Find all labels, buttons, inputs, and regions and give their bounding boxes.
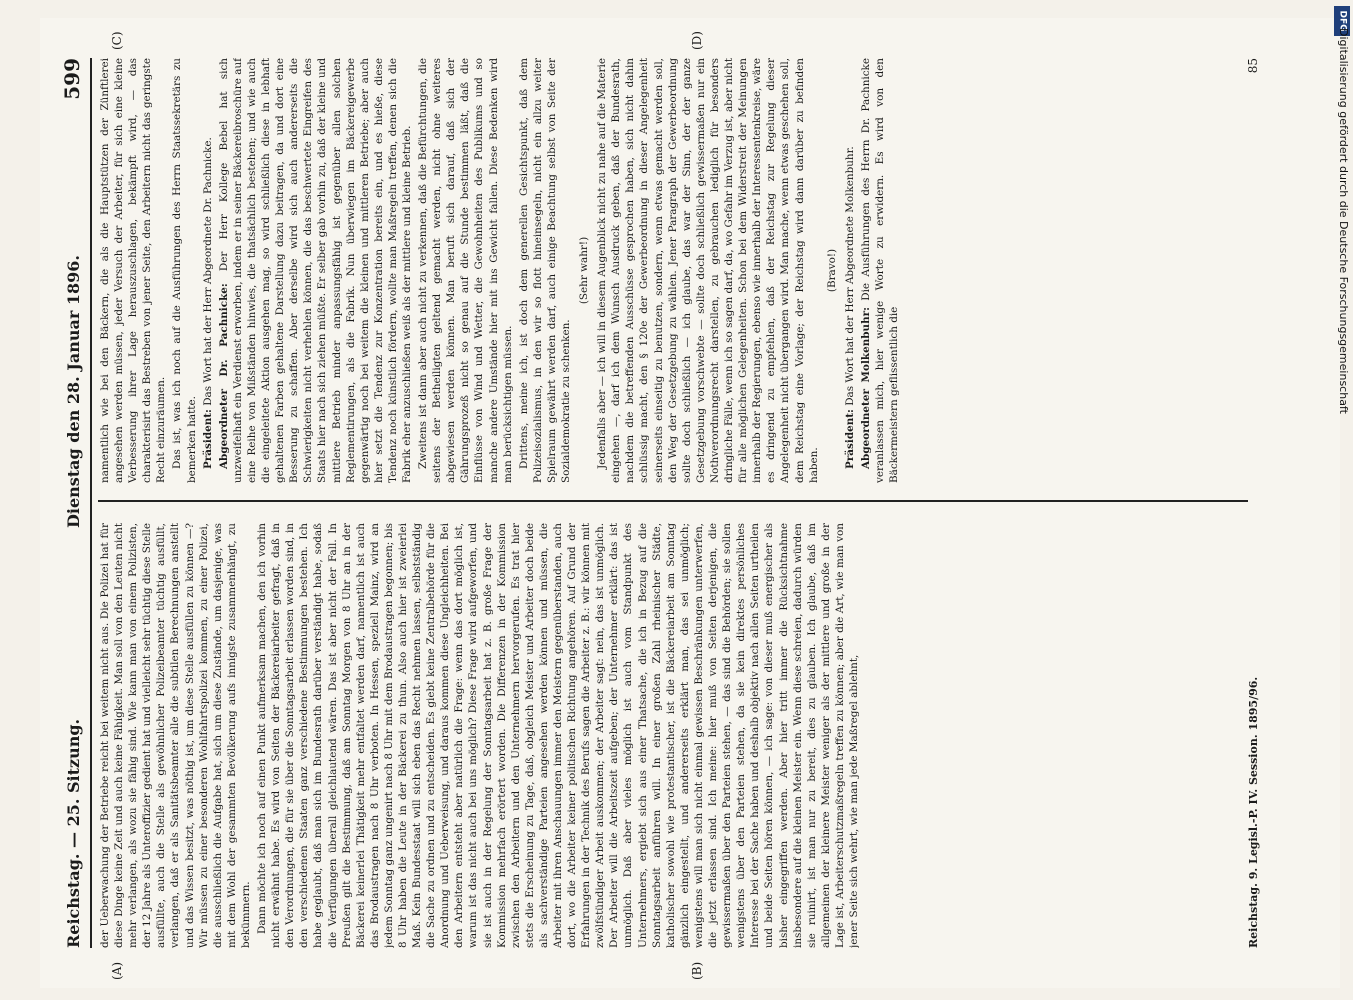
page-header: [58, 58, 88, 948]
interjection-2: (Bravo!): [825, 248, 838, 293]
president-text-1: Das Wort hat der Herr Abgeordnete Dr. Pachnicke.: [201, 137, 214, 406]
left-paragraph-2: Dann möchte ich noch auf einen Punkt aufmerksam machen, den ich vorhin nicht erwähnt habe. Es wird von Seiten der Bäckereiarbeiter gefragt, daß in den Verordnungen, die für sie über die Sonntagsarbeit erlassen worden sind, in den verschiedenen Staaten ganz verschiedene Bestimmungen bestehen. Ich habe geglaubt, daß man sich im Bundesrath darüber verständigt habe, sodaß die Verfügungen überall gleichlautend wären. Das ist aber nicht der Fall. In Preußen gilt die Bestimmung, daß am Sonntag Morgen von 8 Uhr an in der Bäckerei keinerlei Thätigkeit mehr entfaltet werden darf, namentlich ist auch das Brodaustragen nach 8 Uhr verboten. In Hessen, speziell Mainz, wird an jedem Sonntag ganz ungenirt nach 8 Uhr mit dem Brodaustragen begonnen; bis 8 Uhr haben die Leute in der Bäckerei zu thun. Also auch hier ist zweierlei Maß. Kein Bundesstaat will sich eben das Recht nehmen lassen, selbstständig die Sache zu ordnen und zu entscheiden. Es giebt keine Zentralbehörde für die Anordnung und Ueberweisung, und daraus kommen diese Ungleichheiten. Bei den Arbeitern entsteht aber natürlich die Frage: wenn das dort möglich ist, warum ist das nicht auch bei uns möglich? Diese Frage wird aufgeworfen, und sie ist auch in der Regelung der Sonntagsarbeit hat z. B. große Frage der Kommission mehrfach erörtert worden. Die Differenzen in der Kommission zwischen den Arbeitern und den Unternehmern hervorgerufen. Es trat hier stets die Erscheinung zu Tage, daß, obgleich Meister und Arbeiter doch beide als sachverständige Parteien angesehen werden können und müssen, die Arbeiter mit ihren Anschauungen immer den Meistern gegenüberstanden, auch dort, wo die Arbeiter keiner politischen Richtung angehören. Auf Grund der Erfahrungen in der Technik des Berufs sagen die Arbeiter z. B.: wir können mit zwölfstündiger Arbeit auskommen; der Arbeiter sagt: nein, das ist unmöglich. Der Arbeiter will die Arbeitszeit aufgeben; der Unternehmer erklärt: das ist unmöglich. Daß aber vieles möglich ist auch vom Standpunkt des Unternehmers, ergiebt sich aus einer Thatsache, die ich in Bezug auf die Sonntagsarbeit anführen will. In einer großen Zahl rheinischer Städte, katholischer sowohl wie protestantischer, ist die Bäckereiarbeit am Sonntag gänzlich eingestellt, und andererseits erklärt man, das sei unmöglich; wenigstens will man sich nicht einmal gewissen Beschränkungen unterwerfen, die jetzt erlassen sind. Ich meine: hier muß von Seiten derjenigen, die gewissermaßen über den Parteien stehen, — das sind die Behörden; sie sollen wenigstens über den Parteien stehen, da sie kein direktes persönliches Interesse bei der Sache haben und deshalb objektiv nach allen Seiten urtheilen und beide Seiten hören können, — ich sage: von dieser muß energischer als bisher eingegriffen werden. Aber hier tritt immer die Rücksichtnahme insbesondere auf die kleinen Meister ein. Wenn diese schreien, dadurch würden sie ruinirt, ist man nur zu bereit, dies zu glauben. Ich glaube, daß im allgemeinen der kleinere Meister weniger als der mittlere und große in der Lage ist, Arbeiterschutzmaßregeln treffen zu können; aber die Art, wie man von jener Seite sich wehrt, wie man jede Maßregel ablehnt,: [256, 523, 860, 948]
footer-signature: 85: [1246, 58, 1260, 74]
column-divider: [98, 500, 1248, 502]
president-label-1: Präsident:: [201, 409, 214, 469]
speech-pachnicke-p2: Zweitens ist dann aber auch nicht zu verkennen, daß die Befürchtungen, die seitens der Betheiligten geltend gemacht werden, nicht ohne weiteres abgewiesen werden können. Man beruft sich darauf, daß sich der Gährungsprozeß nicht so genau auf die Stunde bestimmen läßt, daß die Einflüsse von Wind und Wetter, die Gewohnheiten des Publikums und so manche andere Umstände hier mit ins Gewicht fallen. Diese Bedenken wird man berücksichtigen müssen.: [417, 58, 514, 483]
right-paragraph-1: namentlich wie bei den Bäckern, die als die Hauptstützen der Zünftlerei angesehen werden müssen, jeder Versuch der Arbeiter, für sich eine kleine Verbesserung ihrer Lage herauszuschlagen, bekämpft wird, — das charakterisirt das Bestreben von jener Seite, den Arbeitern nicht das geringste Recht einzuräumen.: [99, 58, 168, 483]
speech-molkenbuhr: [859, 58, 901, 483]
header-date: Dienstag den 28. Januar 1896.: [64, 255, 83, 528]
margin-mark-c: (C): [110, 31, 124, 50]
speaker-molkenbuhr: Abgeordneter Molkenbuhr:: [859, 307, 872, 469]
digitization-credit: [1332, 28, 1350, 788]
left-column: [98, 523, 1248, 948]
speech-molkenbuhr-text: Die Ausführungen des Herrn Dr. Pachnicke veranlassen mich, hier wenige Worte zu erwidern. Es wird von den Bäckermeistern geflissentlich die: [859, 58, 901, 483]
scanned-page: [40, 18, 1340, 988]
header-rule: [90, 58, 92, 948]
dfg-logo-text: DFG: [1337, 10, 1348, 32]
header-left: Reichstag. — 25. Sitzung.: [64, 718, 83, 948]
president-text-2: Das Wort hat der Herr Abgeordnete Molkenbuhr.: [843, 146, 856, 406]
page-number: 599: [60, 58, 84, 100]
president-remark-1: [201, 58, 215, 483]
footer-left: Reichstag. 9. Legisl.-P. IV. Session. 1895/96.: [1247, 676, 1260, 948]
speech-pachnicke-text: Der Herr Kollege Bebel hat sich unzweifelhaft ein Verdienst erworben, indem er in seiner Bäckereibroschüre auf eine Reihe von Mißständen hinwies, die thatsächlich bestehen; und wie auch die eingeleitete Aktion ausgehen mag, so wird schließlich diese in lebhaft gehaltenen Farben gehaltene Darstellung dazu beitragen, da und dort eine Besserung zu schaffen. Aber derselbe wird sich auch andererseits die Schwierigkeiten nicht verhehlen können, die das beschwertete Eingreifen des Staats hier nach sich ziehen müßte. Er selber gab vorhin zu, daß der kleine und mittlere Betrieb minder anpassungsfähig ist gegenüber allen solchen Reglementirungen, als die Fabrik. Nun überwiegen im Bäckereigewerbe gegenwärtig noch bei weitem die kleinen und mittleren Betriebe; aber auch hier setzt die Tendenz zur Konzentration bereits ein, und es hieße, diese Tendenz noch künstlich fördern, wollte man Maßregeln treffen, denen sich die Fabrik eher anzuschließen weiß als der mittlere und kleine Betrieb.: [217, 58, 413, 483]
president-remark-2: [843, 58, 857, 483]
margin-mark-a: (A): [110, 961, 124, 980]
margin-mark-d: (D): [690, 31, 704, 50]
speech-pachnicke: [217, 58, 414, 483]
speaker-pachnicke: Abgeordneter Dr. Pachnicke:: [217, 283, 230, 469]
right-column: [98, 58, 1248, 483]
speech-pachnicke-p3: Drittens, meine ich, ist doch dem generellen Gesichtspunkt, daß dem Polizeisozialismus, in den wir so flott hineinsegeln, nicht ein allzu weiter Spielraum gewährt werden darf, auch einige Beachtung selbst von Seite der Sozialdemokratie zu schenken.: [517, 58, 572, 483]
credit-text: Digitalisierung gefördert durch die Deutsche Forschungsgemeinschaft: [1337, 28, 1350, 414]
right-paragraph-2: Das ist, was ich noch auf die Ausführungen des Herrn Staatssekretärs zu bemerken hatte.: [171, 58, 198, 483]
rotated-page-content: [50, 18, 1280, 988]
left-paragraph-1: der Ueberwachung der Betriebe reicht bei weitem nicht aus. Die Polizei hat für diese Dinge keine Zeit und auch keine Fähigkeit. Man soll von den Leuten nicht mehr verlangen, als wozu sie fähig sind. Wie kann man von einem Polizisten, der 12 Jahre als Unteroffizier gedient hat und vielleicht sehr tüchtig diese Stelle ausfüllte, auch die Stelle als gewöhnlicher Polizeibeamter tüchtig ausfüllt, verlangen, daß er als Sanitätsbeamter alle die subtilen Berechnungen anstellt und das Wissen besitzt, was nöthig ist, um diese Stelle ausfüllen zu können —? Wir müssen zu einer besonderen Wohlfahrtspolizei kommen, zu einer Polizei, die ausschließlich die Aufgabe hat, sich um diese Zustände, um dasjenige, was mit dem Wohl der gesammten Bevölkerung aufs innigste zusammenhängt, zu bekümmern.: [99, 523, 252, 948]
interjection-1: (Sehr wahr!): [578, 236, 591, 305]
margin-mark-b: (B): [690, 961, 704, 980]
president-label-2: Präsident:: [843, 409, 856, 469]
speech-pachnicke-p4: Jedenfalls aber — ich will in diesem Augenblick nicht zu nahe auf die Materie eingehen —, darf ich dem Wunsch Ausdruck geben, daß der Bundesrath, nachdem die betreffenden Ausschüsse gesprochen haben, sich nicht dahin schlüssig macht, den § 120e der Gewerbeordnung in dieser Angelegenheit seinerseits einseitig zu benutzen, sondern, wenn etwas gemacht werden soll, den Weg der Gesetzgebung zu wählen. Jener Paragraph der Gewerbeordnung sollte doch schließlich — ich glaube, das war der Sinn, der der ganze Gesetzgebung vorschwebte — sollte doch schließlich gewissermaßen nur ein Nothverordnungsrecht darstellen, zu gebrauchen lediglich für besonders dringliche Fälle, wenn ich so sagen darf, da, wo Gefahr im Verzug ist, aber nicht für alle möglichen Gelegenheiten. Schon bei dem Widerstreit der Meinungen innerhalb der Regierungen, ebenso wie innerhalb der Interessentenkreise, wäre es dringend zu empfehlen, daß der Reichstag zur Regelung dieser Angelegenheit nicht übergangen wird. Man mache, wenn etwas geschehen soll, dem Reichstag eine Vorlage; der Reichstag wird dann darüber zu befinden haben.: [596, 58, 820, 483]
